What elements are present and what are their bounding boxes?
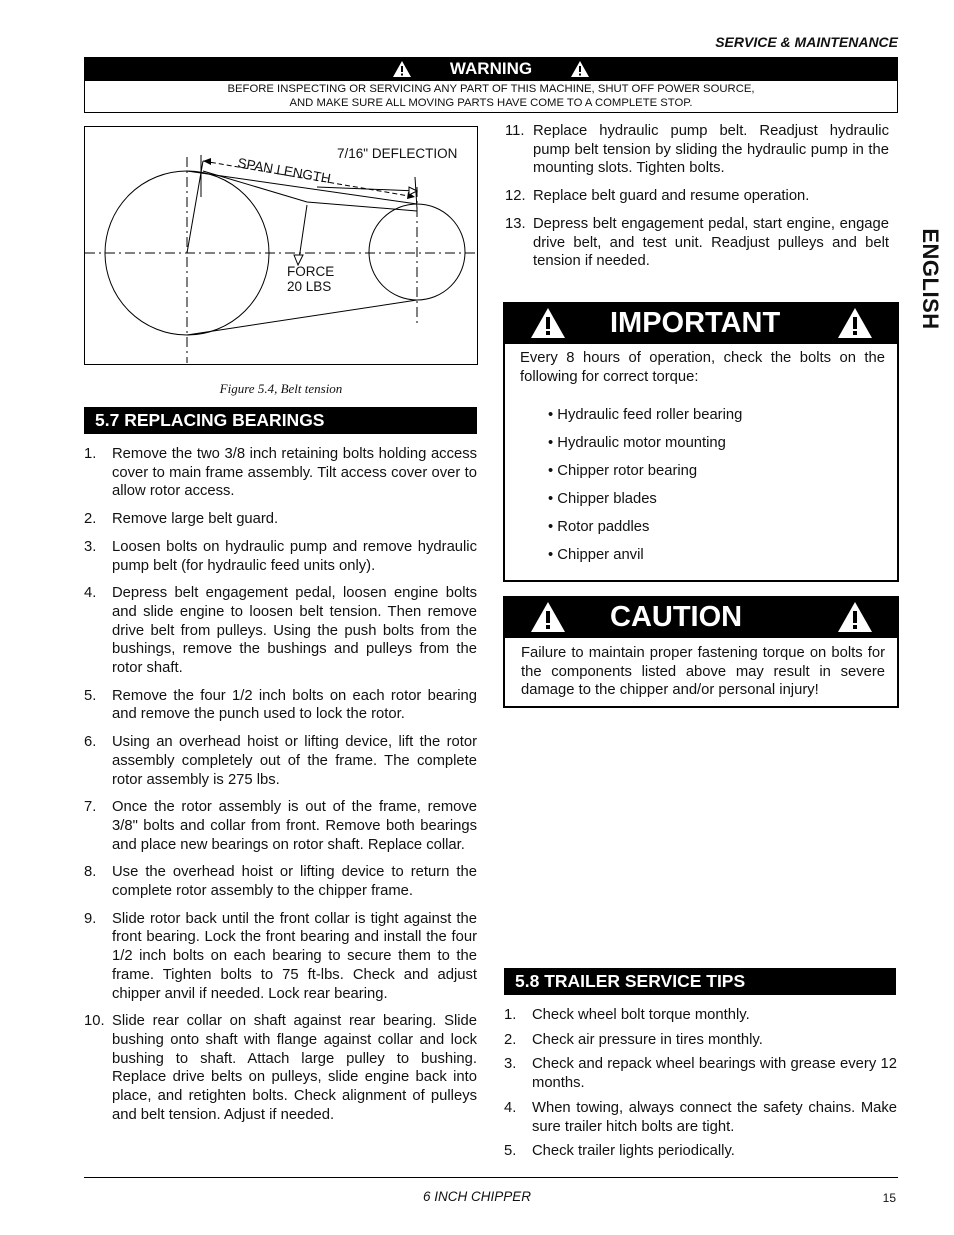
step-text: Use the overhead hoist or lifting device to return the complete rotor assembly to the chipper frame. xyxy=(112,864,477,900)
step-number: 5. xyxy=(504,1143,517,1160)
step-text: Remove the two 3/8 inch retaining bolts holding access cover to main frame assembly. Tilt access cover over to allow rotor access. xyxy=(112,446,477,500)
list-item xyxy=(505,215,889,271)
list-item xyxy=(84,584,477,678)
list-item xyxy=(504,1006,897,1025)
list-item xyxy=(84,863,477,900)
list-item: • Chipper blades xyxy=(548,491,657,507)
footer-rule xyxy=(84,1177,898,1178)
step-number: 10. xyxy=(84,1013,105,1030)
list-item: • Hydraulic feed roller bearing xyxy=(548,407,743,423)
belt-tension-figure xyxy=(84,126,478,365)
step-number: 12. xyxy=(505,188,526,205)
step-text: Depress belt engagement pedal, start engine, engage drive belt, and test unit. Readjust pulleys and belt tension if needed. xyxy=(533,215,889,270)
section-5-8-steps xyxy=(504,1006,897,1161)
list-item xyxy=(84,538,477,575)
force-value-label: 20 LBS xyxy=(287,279,332,294)
step-number: 13. xyxy=(505,215,526,232)
warning-line: BEFORE INSPECTING OR SERVICING ANY PART OF THIS MACHINE, SHUT OFF POWER SOURCE, xyxy=(227,83,755,95)
important-callout xyxy=(503,302,899,582)
section-5-7-title: 5.7 REPLACING BEARINGS xyxy=(84,407,477,434)
section-5-8-title: 5.8 TRAILER SERVICE TIPS xyxy=(504,968,896,995)
warning-icon xyxy=(530,307,566,339)
step-text: Remove the four 1/2 inch bolts on each rotor bearing and remove the punch used to lock the rotor. xyxy=(112,687,477,723)
step-number: 2. xyxy=(84,511,97,528)
step-text: Replace belt guard and resume operation. xyxy=(533,188,810,205)
step-text: Remove large belt guard. xyxy=(112,511,279,528)
caution-body xyxy=(503,638,899,708)
list-item xyxy=(505,122,889,178)
list-item xyxy=(504,1055,897,1092)
list-item xyxy=(84,798,477,854)
span-length-label: SPAN LENGTH xyxy=(236,155,332,187)
step-text: Depress belt engagement pedal, loosen engine bolts and slide engine to loosen belt tension. Then remove drive belt from pulleys. Using the push bolts from the bushings, remove the bushings and pulleys from the rotor shaft. xyxy=(112,585,477,677)
important-list xyxy=(520,401,885,569)
step-text: Check trailer lights periodically. xyxy=(532,1143,735,1160)
warning-icon xyxy=(392,60,412,78)
caution-header xyxy=(503,596,899,638)
important-body xyxy=(503,344,899,582)
step-text: Check air pressure in tires monthly. xyxy=(532,1031,763,1048)
step-number: 6. xyxy=(84,734,97,751)
language-side-tab xyxy=(914,224,946,334)
belt-tension-diagram xyxy=(85,127,477,364)
step-text: Slide rear collar on shaft against rear bearing. Slide bushing onto shaft with flange against collar and lock bushing to shaft. Attach large pulley to bushing. Replace drive belts on pulleys, slide engine back into place, and retighten bolts. Check alignment of pulleys and belt tension. Adjust if needed. xyxy=(112,1013,477,1123)
important-label: IMPORTANT xyxy=(610,306,781,339)
step-number: 3. xyxy=(504,1056,517,1073)
list-item xyxy=(84,910,477,1004)
step-number: 3. xyxy=(84,538,97,555)
caution-callout xyxy=(503,596,899,708)
step-text: Once the rotor assembly is out of the frame, remove 3/8" bolts and collar from front. Remove both bearings and place new bearings on rotor shaft. Replace collar. xyxy=(112,799,477,853)
step-text: Check wheel bolt torque monthly. xyxy=(532,1007,750,1023)
warning-icon xyxy=(530,601,566,633)
important-header xyxy=(503,302,899,344)
step-number: 7. xyxy=(84,799,97,816)
step-text: Replace hydraulic pump belt. Readjust hydraulic pump belt tension by sliding the hydraulic pump in the mounting slots. Tighten bolts. xyxy=(533,123,889,177)
list-item xyxy=(84,445,477,501)
step-number: 4. xyxy=(84,585,97,602)
caution-label: CAUTION xyxy=(610,600,743,633)
list-item xyxy=(84,733,477,789)
list-item xyxy=(504,1031,897,1050)
step-number: 8. xyxy=(84,864,97,881)
warning-label: WARNING xyxy=(449,59,533,78)
step-number: 4. xyxy=(504,1099,517,1116)
step-number: 11. xyxy=(505,123,525,139)
step-text: Loosen bolts on hydraulic pump and remove hydraulic pump belt (for hydraulic feed units only). xyxy=(112,538,477,574)
language-label: ENGLISH xyxy=(918,228,943,330)
list-item xyxy=(505,187,889,206)
step-number: 1. xyxy=(504,1007,517,1023)
figure-caption: Figure 5.4, Belt tension xyxy=(219,381,343,396)
list-item xyxy=(84,510,477,529)
warning-line: AND MAKE SURE ALL MOVING PARTS HAVE COME TO A COMPLETE STOP. xyxy=(289,97,693,109)
step-number: 1. xyxy=(84,446,97,462)
warning-text xyxy=(84,81,898,113)
warning-banner xyxy=(84,57,898,81)
section-header: SERVICE & MAINTENANCE xyxy=(715,34,898,50)
important-intro: Every 8 hours of operation, check the bolts on the following for correct torque: xyxy=(520,350,885,385)
belt-bottom xyxy=(187,300,417,335)
step-text: Slide rotor back until the front collar is tight against the front bearing. Lock the front bearing and install the four 1/2 inch bolts on each bearing to secure them to the frame. Tighten bolts to 75 ft-lbs. Check and adjust chipper anvil if needed. Lock rear bearing. xyxy=(112,910,477,1002)
warning-icon xyxy=(570,60,590,78)
warning-icon xyxy=(837,307,873,339)
list-item: • Rotor paddles xyxy=(548,519,650,535)
footer-title: 6 INCH CHIPPER xyxy=(422,1189,532,1204)
list-item xyxy=(84,1012,477,1124)
step-number: 5. xyxy=(84,687,97,704)
page-number: 15 xyxy=(882,1191,896,1205)
list-item xyxy=(84,687,477,724)
step-number: 9. xyxy=(84,910,97,927)
step-text: Check and repack wheel bearings with grease every 12 months. xyxy=(532,1056,897,1092)
list-item: • Hydraulic motor mounting xyxy=(548,435,726,451)
force-label: FORCE xyxy=(287,264,335,279)
deflection-label: 7/16" DEFLECTION xyxy=(337,146,458,161)
list-item xyxy=(504,1099,897,1136)
step-number: 2. xyxy=(504,1031,517,1048)
step-text: Using an overhead hoist or lifting device, lift the rotor assembly completely out of the frame. The complete rotor assembly is 275 lbs. xyxy=(112,734,477,788)
list-item xyxy=(504,1142,897,1161)
warning-icon xyxy=(837,601,873,633)
step-text: When towing, always connect the safety chains. Make sure trailer hitch bolts are tight. xyxy=(532,1099,897,1135)
section-5-7-steps-continued xyxy=(505,122,889,271)
list-item: • Chipper anvil xyxy=(548,547,644,563)
list-item: • Chipper rotor bearing xyxy=(548,463,698,479)
caution-text: Failure to maintain proper fastening torque on bolts for the components listed above may result in severe damage to the chipper and/or personal injury! xyxy=(521,645,885,699)
section-5-7-steps xyxy=(84,445,477,1125)
